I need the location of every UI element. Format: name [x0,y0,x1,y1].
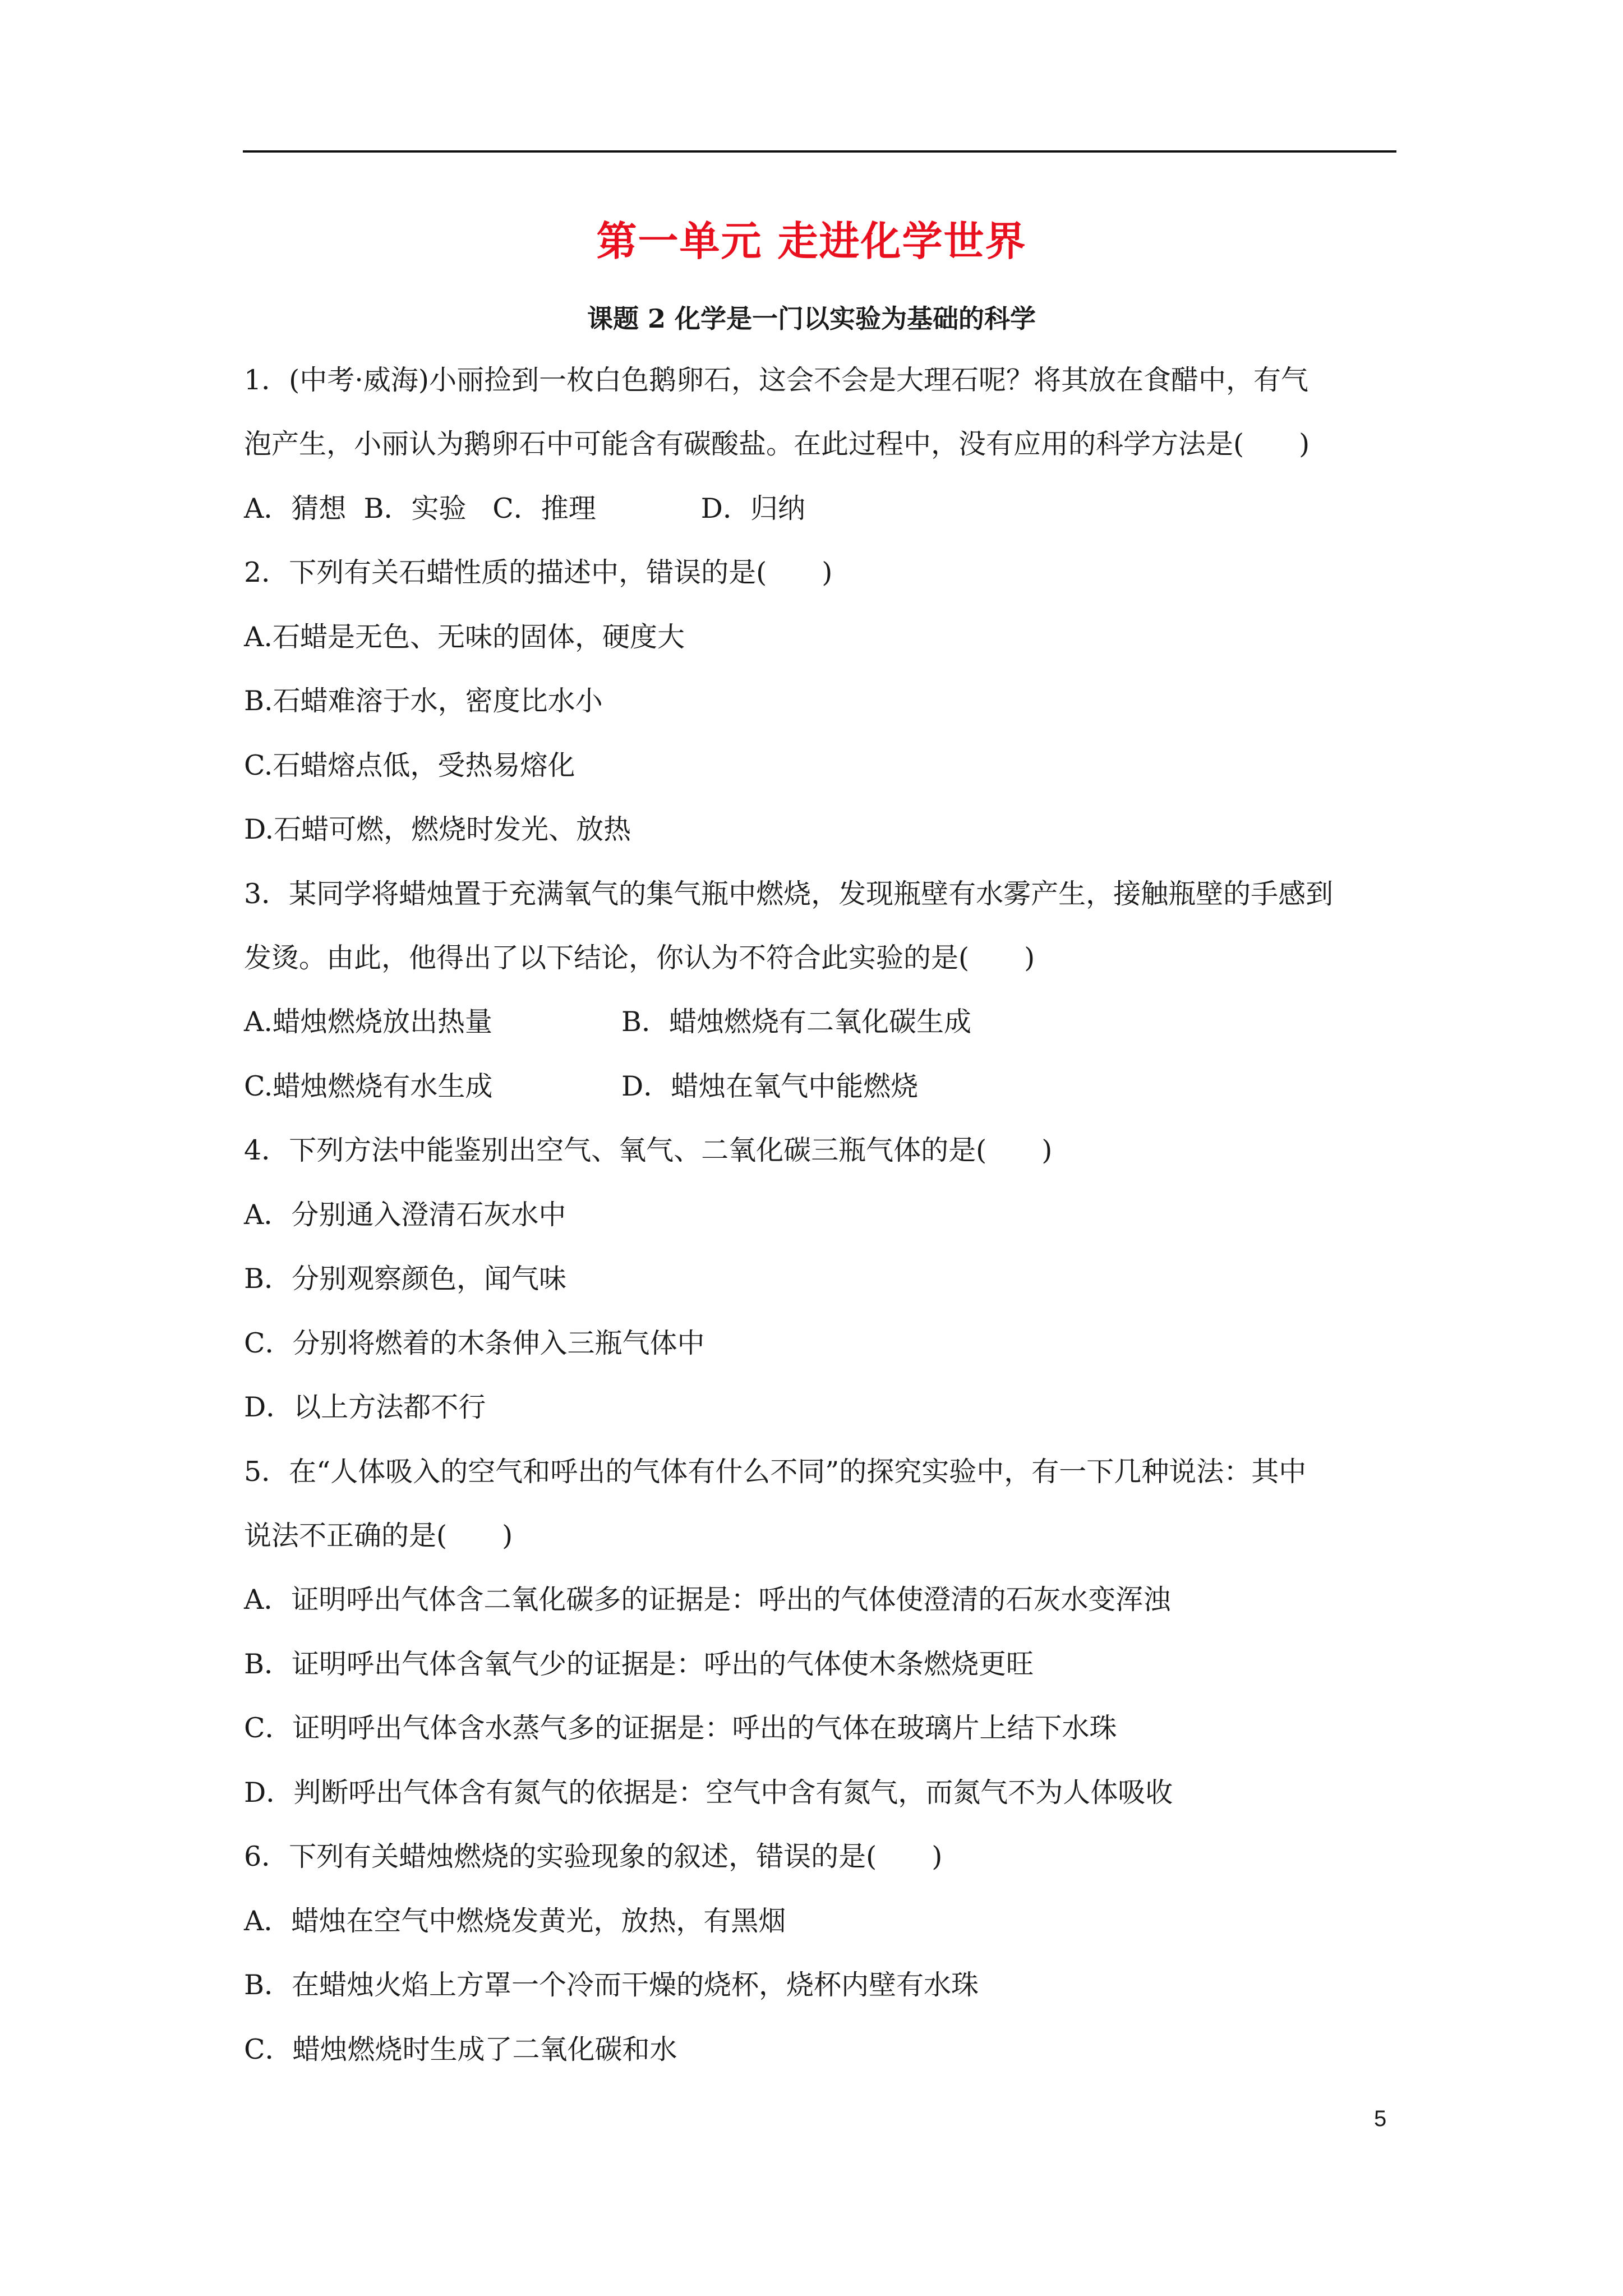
q6-option-a: A．蜡烛在空气中燃烧发黄光，放热，有黑烟 [244,1905,786,1937]
q3-stem-line2: 发烫。由此，他得出了以下结论，你认为不符合此实验的是( ) [244,942,1035,974]
q5-option-a: A．证明呼出气体含二氧化碳多的证据是：呼出的气体使澄清的石灰水变浑浊 [244,1584,1171,1616]
unit-title: 第一单元 走进化学世界 [596,217,1027,265]
q3-option-d: D．蜡烛在氧气中能燃烧 [621,1070,919,1102]
q4-option-c: C．分别将燃着的木条伸入三瓶气体中 [244,1327,705,1359]
q2-option-c: C.石蜡熔点低，受热易熔化 [244,749,575,781]
lesson-title: 课题 2 化学是一门以实验为基础的科学 [587,303,1036,334]
q4-option-d: D．以上方法都不行 [244,1391,486,1423]
q5-option-c: C．证明呼出气体含水蒸气多的证据是：呼出的气体在玻璃片上结下水珠 [244,1712,1117,1744]
q4-option-b: B．分别观察颜色，闻气味 [244,1263,567,1295]
q6-stem: 6．下列有关蜡烛燃烧的实验现象的叙述，错误的是( ) [244,1841,943,1872]
q6-option-b: B．在蜡烛火焰上方罩一个冷而干燥的烧杯，烧杯内壁有水珠 [244,1969,979,2001]
q1-options: A．猜想 B．实验 C．推理 D．归纳 [244,493,805,524]
q3-stem-line1: 3．某同学将蜡烛置于充满氧气的集气瓶中燃烧，发现瓶壁有水雾产生，接触瓶壁的手感到 [244,878,1334,910]
q3-option-a: A.蜡烛燃烧放出热量 [244,1006,492,1038]
q5-stem-line2: 说法不正确的是( ) [244,1520,513,1552]
q4-option-a: A．分别通入澄清石灰水中 [244,1199,566,1231]
q6-option-c: C．蜡烛燃烧时生成了二氧化碳和水 [244,2033,677,2065]
page-number: 5 [1374,2106,1387,2131]
q2-option-b: B.石蜡难溶于水，密度比水小 [244,685,603,717]
q5-stem-line1: 5．在“人体吸入的空气和呼出的气体有什么不同”的探究实验中，有一下几种说法：其中 [244,1456,1307,1488]
q3-option-c: C.蜡烛燃烧有水生成 [244,1070,493,1102]
q5-option-d: D．判断呼出气体含有氮气的依据是：空气中含有氮气，而氮气不为人体吸收 [244,1777,1173,1809]
q5-option-b: B．证明呼出气体含氧气少的证据是：呼出的气体使木条燃烧更旺 [244,1648,1034,1680]
q3-option-b: B．蜡烛燃烧有二氧化碳生成 [621,1006,972,1038]
q1-stem-line2: 泡产生，小丽认为鹅卵石中可能含有碳酸盐。在此过程中，没有应用的科学方法是( ) [244,428,1310,460]
q2-option-d: D.石蜡可燃，燃烧时发光、放热 [244,813,631,845]
header-rule [243,150,1396,153]
q4-stem: 4．下列方法中能鉴别出空气、氧气、二氧化碳三瓶气体的是( ) [244,1134,1053,1166]
q2-stem: 2．下列有关石蜡性质的描述中，错误的是( ) [244,556,833,588]
q2-option-a: A.石蜡是无色、无味的固体，硬度大 [244,621,685,653]
q1-stem-line1: 1．(中考·威海)小丽捡到一枚白色鹅卵石，这会不会是大理石呢？将其放在食醋中，有气 [244,364,1308,396]
